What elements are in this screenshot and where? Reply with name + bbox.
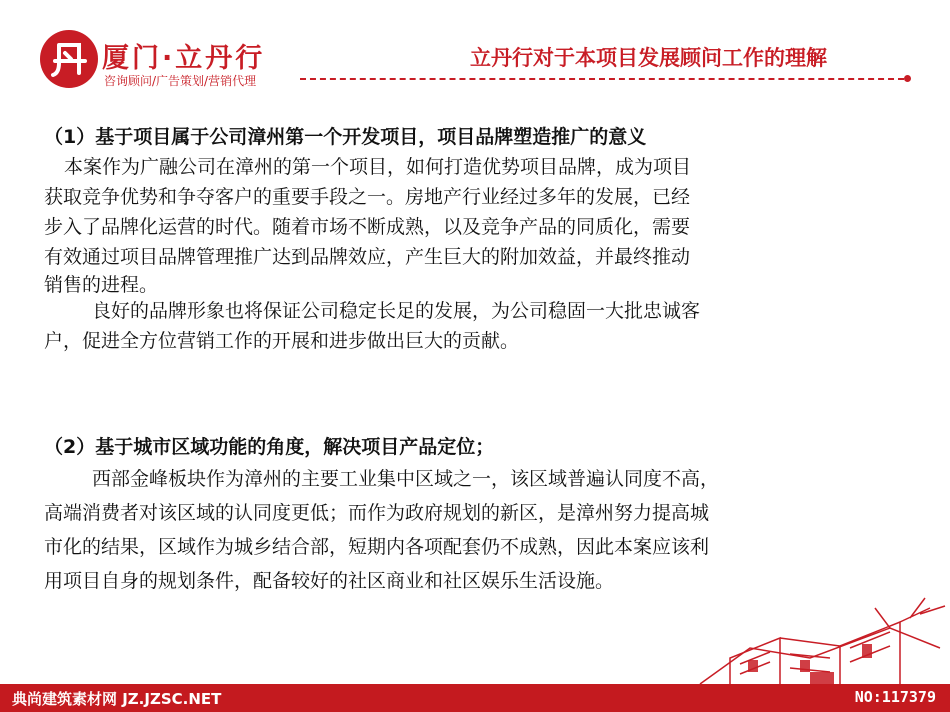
section2-line: 用项目自身的规划条件，配备较好的社区商业和社区娱乐生活设施。 — [44, 570, 615, 592]
logo-tagline: 咨询顾问/广告策划/营销代理 — [104, 74, 257, 88]
section2-line: 高端消费者对该区域的认同度更低；而作为政府规划的新区，是漳州努力提高城 — [44, 502, 710, 524]
footer-number: NO:117379 — [854, 688, 936, 706]
building-sketch-illustration — [690, 588, 950, 688]
header-divider — [300, 78, 904, 80]
footer-watermark: 典尚建筑素材网 JZ.JZSC.NET — [12, 690, 222, 708]
section1-line: 良好的品牌形象也将保证公司稳定长足的发展，为公司稳固一大批忠诚客 — [92, 300, 701, 322]
divider-end-dot — [904, 75, 911, 82]
logo-mark-icon — [40, 30, 98, 88]
section1-heading: （1）基于项目属于公司漳州第一个开发项目，项目品牌塑造推广的意义 — [44, 126, 647, 148]
section1-line: 户，促进全方位营销工作的开展和进步做出巨大的贡献。 — [44, 330, 520, 352]
section2-heading: （2）基于城市区域功能的角度，解决项目产品定位； — [44, 436, 495, 458]
section1-line: 获取竞争优势和争夺客户的重要手段之一。房地产行业经过多年的发展，已经 — [44, 186, 691, 208]
section2-line: 西部金峰板块作为漳州的主要工业集中区域之一，该区域普遍认同度不高， — [92, 468, 720, 490]
section1-line: 本案作为广融公司在漳州的第一个项目，如何打造优势项目品牌，成为项目 — [64, 156, 692, 178]
company-logo — [40, 30, 280, 92]
footer-bar — [0, 684, 950, 712]
section1-line: 步入了品牌化运营的时代。随着市场不断成熟，以及竞争产品的同质化，需要 — [44, 216, 691, 238]
section1-line: 销售的进程。 — [44, 274, 159, 296]
section2-line: 市化的结果，区域作为城乡结合部，短期内各项配套仍不成熟，因此本案应该利 — [44, 536, 710, 558]
logo-name: 厦门·立丹行 — [102, 43, 266, 74]
section1-line: 有效通过项目品牌管理推广达到品牌效应，产生巨大的附加效益，并最终推动 — [44, 246, 691, 268]
page-title: 立丹行对于本项目发展顾问工作的理解 — [470, 46, 827, 70]
